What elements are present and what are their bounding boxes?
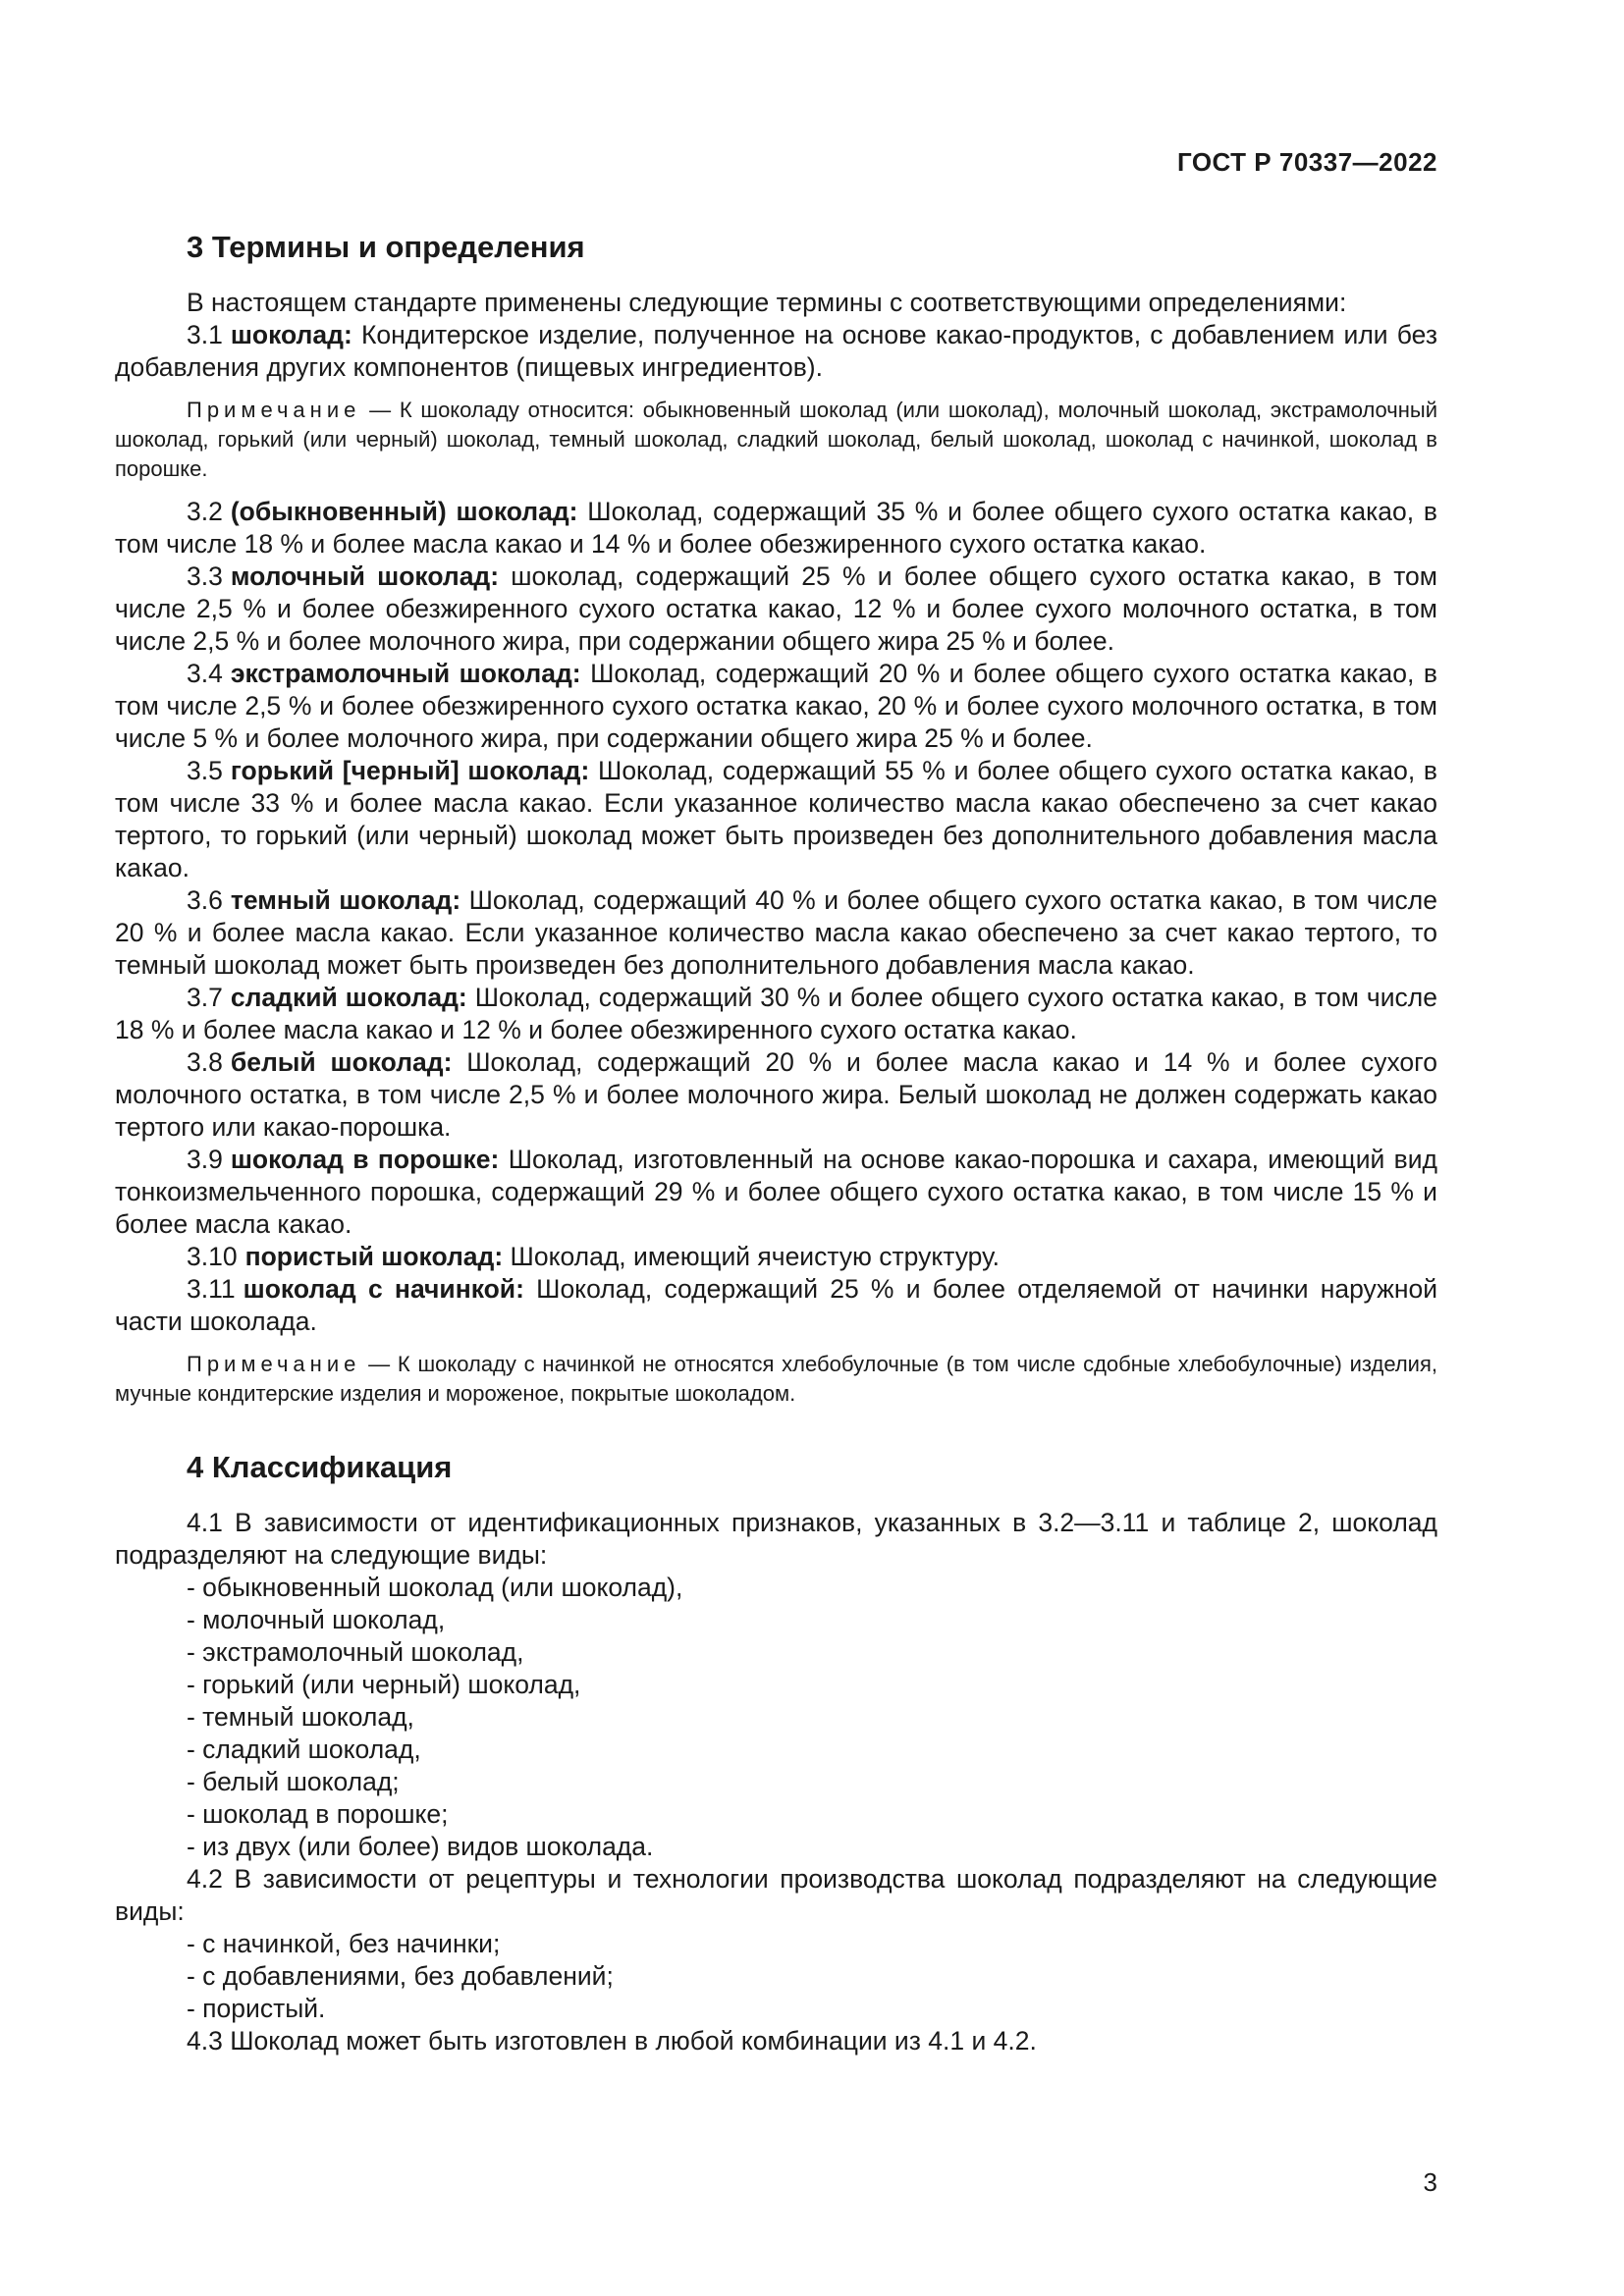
list-item: - из двух (или более) видов шоколада. — [187, 1832, 654, 1861]
term-definition: шоколад, содержащий 25 % и более общего сухого остатка какао, в том числе 2,5 % и более обезжиренного сухого остатка какао, 12 % и более сухого молочного остатка, в том числе 2,5 % и более молочного жира, при содержании общего жира 25 % и более. — [115, 561, 1437, 656]
term-number: 3.3 — [187, 561, 223, 591]
note-1 — [115, 396, 1437, 484]
term-number: 3.4 — [187, 659, 223, 688]
list-item: - экстрамолочный шоколад, — [187, 1637, 524, 1667]
section-4-title: 4 Классификация — [187, 1450, 453, 1484]
term-definition: Шоколад, изготовленный на основе какао-порошка и сахара, имеющий вид тонкоизмельченного порошка, содержащий 29 % и более общего сухого остатка какао, в том числе 15 % и более масла какао. — [115, 1145, 1437, 1239]
term-3-1 — [115, 319, 1437, 384]
list-item: - пористый. — [187, 1994, 326, 2023]
page-number: 3 — [1423, 2167, 1437, 2197]
term-name: горький [черный] шоколад: — [230, 756, 590, 785]
term-name: темный шоколад: — [230, 885, 461, 915]
term-3-6 — [115, 884, 1437, 982]
section-3-intro: В настоящем стандарте применены следующие термины с соответствующими определениями: — [187, 288, 1347, 317]
term-name: пористый шоколад: — [244, 1242, 504, 1271]
list-item: - обыкновенный шоколад (или шоколад), — [187, 1573, 683, 1602]
paragraph-4-1: 4.1 В зависимости от идентификационных признаков, указанных в 3.2—3.11 и таблице 2, шоколад подразделяют на следующие виды: — [115, 1508, 1437, 1570]
term-3-4 — [115, 658, 1437, 755]
term-definition: Шоколад, содержащий 25 % и более отделяемой от начинки наружной части шоколада. — [115, 1274, 1437, 1336]
note-label: Примечание — [187, 1352, 361, 1376]
term-name: экстрамолочный шоколад: — [230, 659, 581, 688]
list-item: - с добавлениями, без добавлений; — [187, 1961, 614, 1991]
term-3-9 — [115, 1144, 1437, 1241]
term-name: шоколад: — [230, 320, 352, 349]
term-definition: Шоколад, имеющий ячеистую структуру. — [503, 1242, 1001, 1271]
term-name: молочный шоколад: — [230, 561, 500, 591]
list-item: - с начинкой, без начинки; — [187, 1929, 501, 1958]
term-number: 3.8 — [187, 1047, 223, 1077]
page-content — [115, 228, 1437, 2057]
term-number: 3.2 — [187, 497, 223, 526]
term-definition: Шоколад, содержащий 40 % и более общего сухого остатка какао, в том числе 20 % и более масла какао. Если указанное количество масла какао обеспечено за счет какао тертого, то темный шоколад может быть произведен без дополнительного добавления масла какао. — [115, 885, 1437, 980]
note-2 — [115, 1350, 1437, 1409]
term-number: 3.10 — [187, 1242, 238, 1271]
list-item: - сладкий шоколад, — [187, 1735, 421, 1764]
term-name: шоколад в порошке: — [230, 1145, 500, 1174]
term-name: сладкий шоколад: — [230, 983, 467, 1012]
paragraph-4-2: 4.2 В зависимости от рецептуры и технологии производства шоколад подразделяют на следующие виды: — [115, 1864, 1437, 1926]
term-3-11 — [115, 1273, 1437, 1338]
term-3-8 — [115, 1046, 1437, 1144]
term-name: шоколад с начинкой: — [243, 1274, 524, 1304]
list-item: - горький (или черный) шоколад, — [187, 1670, 581, 1699]
note-label: Примечание — [187, 398, 361, 422]
paragraph-4-3: 4.3 Шоколад может быть изготовлен в любой комбинации из 4.1 и 4.2. — [187, 2026, 1037, 2056]
list-item: - молочный шоколад, — [187, 1605, 446, 1634]
document-id: ГОСТ Р 70337—2022 — [1176, 147, 1437, 177]
term-definition: Шоколад, содержащий 30 % и более общего сухого остатка какао, в том числе 18 % и более масла какао и 12 % и более обезжиренного сухого остатка какао. — [115, 983, 1437, 1044]
term-name: белый шоколад: — [230, 1047, 453, 1077]
term-definition: Шоколад, содержащий 20 % и более общего сухого остатка какао, в том числе 2,5 % и более обезжиренного сухого остатка какао, 20 % и более сухого молочного остатка, в том числе 5 % и более молочного жира, при содержании общего жира 25 % и более. — [115, 659, 1437, 753]
note-text: — К шоколаду относится: обыкновенный шоколад (или шоколад), молочный шоколад, экстрамолочный шоколад, горький (или черный) шоколад, темный шоколад, сладкий шоколад, белый шоколад, шоколад с начинкой, шоколад в порошке. — [115, 398, 1437, 481]
term-3-5 — [115, 755, 1437, 884]
term-3-7 — [115, 982, 1437, 1046]
term-number: 3.9 — [187, 1145, 223, 1174]
term-number: 3.11 — [187, 1274, 236, 1304]
term-definition: Шоколад, содержащий 35 % и более общего сухого остатка какао, в том числе 18 % и более масла какао и 14 % и более обезжиренного сухого остатка какао. — [115, 497, 1437, 559]
list-item: - шоколад в порошке; — [187, 1799, 449, 1829]
term-number: 3.5 — [187, 756, 223, 785]
term-definition: Шоколад, содержащий 55 % и более общего сухого остатка какао, в том числе 33 % и более масла какао. Если указанное количество масла какао обеспечено за счет какао тертого, то горький (или черный) шоколад может быть произведен без дополнительного добавления масла какао. — [115, 756, 1437, 882]
term-definition: Кондитерское изделие, полученное на основе какао-продуктов, с добавлением или без добавления других компонентов (пищевых ингредиентов). — [115, 320, 1437, 382]
list-item: - белый шоколад; — [187, 1767, 400, 1796]
term-name: (обыкновенный) шоколад: — [230, 497, 578, 526]
term-definition: Шоколад, содержащий 20 % и более масла какао и 14 % и более сухого молочного остатка, в том числе 2,5 % и более молочного жира. Белый шоколад не должен содержать какао тертого или какао-порошка. — [115, 1047, 1437, 1142]
term-3-2 — [115, 496, 1437, 561]
term-3-10 — [115, 1241, 1437, 1273]
term-number: 3.6 — [187, 885, 223, 915]
note-text: — К шоколаду с начинкой не относятся хлебобулочные (в том числе сдобные хлебобулочные) изделия, мучные кондитерские изделия и мороженое, покрытые шоколадом. — [115, 1352, 1437, 1406]
section-3-title: 3 Термины и определения — [187, 230, 585, 264]
term-number: 3.7 — [187, 983, 223, 1012]
list-item: - темный шоколад, — [187, 1702, 414, 1732]
term-3-3 — [115, 561, 1437, 658]
term-number: 3.1 — [187, 320, 223, 349]
